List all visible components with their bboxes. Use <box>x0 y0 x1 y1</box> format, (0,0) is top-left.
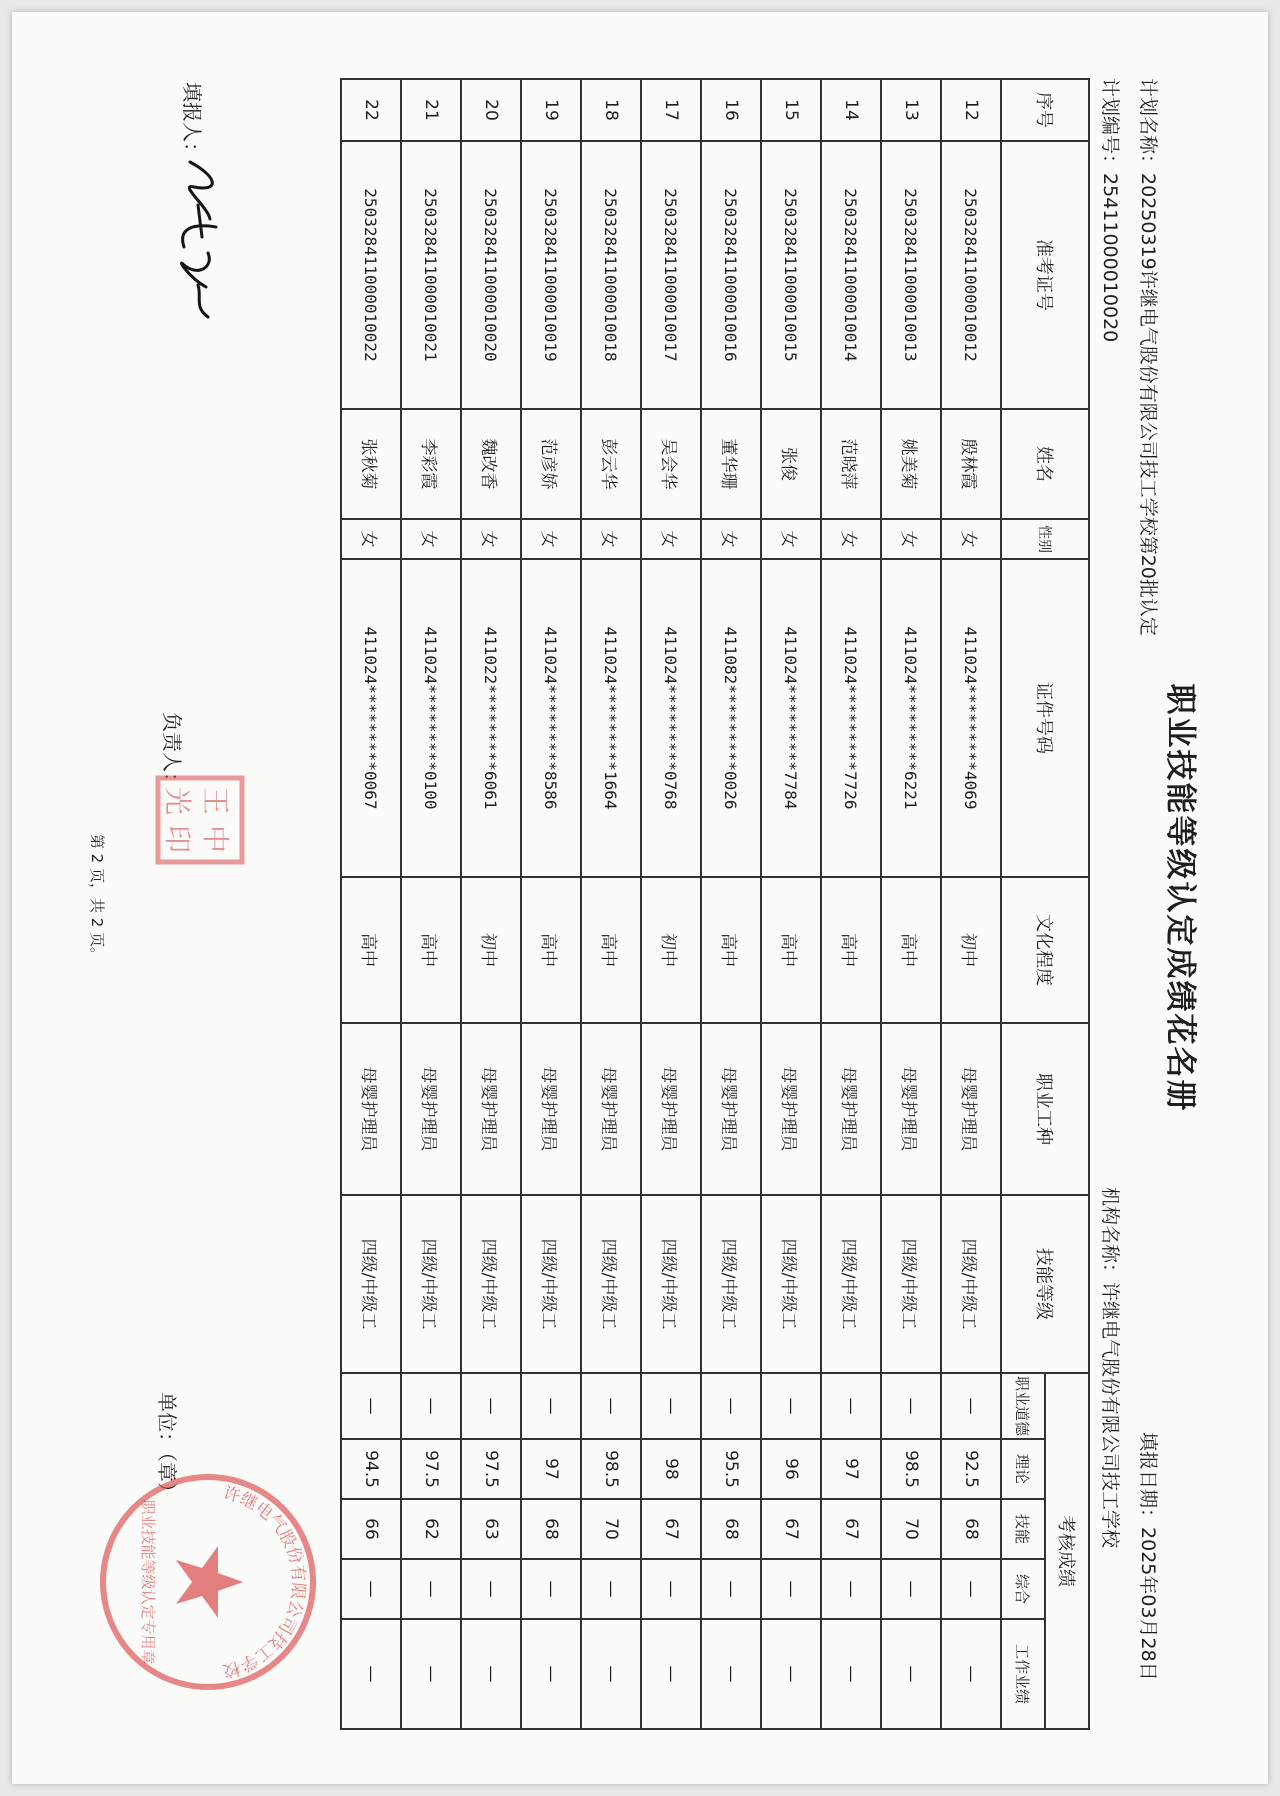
header-name: 姓名 <box>1001 409 1089 519</box>
cell-gender: 女 <box>641 519 701 559</box>
header-scores: 考核成绩 <box>1045 1373 1089 1729</box>
cell-ethics: — <box>821 1373 881 1439</box>
cell-skill-level: 四级/中级工 <box>461 1195 521 1373</box>
cell-gender: 女 <box>341 519 401 559</box>
cell-work: — <box>341 1619 401 1729</box>
svg-text:光: 光 <box>161 786 194 816</box>
cell-gender: 女 <box>761 519 821 559</box>
cell-skill-level: 四级/中级工 <box>341 1195 401 1373</box>
cell-occupation: 母婴护理员 <box>341 1023 401 1195</box>
cell-skill-level: 四级/中级工 <box>401 1195 461 1373</box>
cell-ethics: — <box>701 1373 761 1439</box>
table-row <box>821 79 881 1729</box>
cell-education: 高中 <box>881 877 941 1023</box>
table-row <box>761 79 821 1729</box>
table-row <box>401 79 461 1729</box>
header-seq: 序号 <box>1001 79 1089 141</box>
cell-name: 彭云华 <box>581 409 641 519</box>
cell-overall: — <box>581 1559 641 1619</box>
header-id-no: 证件号码 <box>1001 559 1089 877</box>
document-sheet <box>12 12 1268 1784</box>
cell-id-no: 411024*********0100 <box>401 559 461 877</box>
cell-name: 吴会华 <box>641 409 701 519</box>
table-row <box>461 79 521 1729</box>
cell-theory: 96 <box>761 1439 821 1499</box>
cell-name: 张俊 <box>761 409 821 519</box>
cell-exam-no: 250328411000010014 <box>821 141 881 409</box>
cell-occupation: 母婴护理员 <box>941 1023 1001 1195</box>
fill-date-value: 2025年03月28日 <box>1137 1527 1159 1681</box>
cell-seq: 16 <box>701 79 761 141</box>
svg-text:职业技能等级认定专用章: 职业技能等级认定专用章 <box>139 1499 157 1665</box>
cell-name: 董华珊 <box>701 409 761 519</box>
document-title: 职业技能等级认定成绩花名册 <box>1162 683 1198 1113</box>
cell-education: 高中 <box>821 877 881 1023</box>
table-row <box>881 79 941 1729</box>
cell-education: 高中 <box>701 877 761 1023</box>
cell-education: 高中 <box>341 877 401 1023</box>
cell-id-no: 411022*********6061 <box>461 559 521 877</box>
cell-overall: — <box>821 1559 881 1619</box>
cell-overall: — <box>401 1559 461 1619</box>
fill-date <box>1136 1432 1163 1681</box>
cell-overall: — <box>461 1559 521 1619</box>
cell-gender: 女 <box>941 519 1001 559</box>
cell-exam-no: 250328411000010015 <box>761 141 821 409</box>
cell-id-no: 411024*********0067 <box>341 559 401 877</box>
cell-overall: — <box>641 1559 701 1619</box>
cell-gender: 女 <box>701 519 761 559</box>
cell-exam-no: 250328411000010016 <box>701 141 761 409</box>
cell-education: 初中 <box>461 877 521 1023</box>
roster-body <box>341 79 1001 1729</box>
svg-text:许继电气股份有限公司技工学校: 许继电气股份有限公司技工学校 <box>220 1483 309 1681</box>
cell-skill: 67 <box>641 1499 701 1559</box>
svg-text:王: 王 <box>199 786 232 816</box>
score-roster-table <box>340 78 1090 1730</box>
cell-ethics: — <box>401 1373 461 1439</box>
cell-ethics: — <box>341 1373 401 1439</box>
cell-gender: 女 <box>461 519 521 559</box>
header-skill-level: 技能等级 <box>1001 1195 1089 1373</box>
rotated-page <box>12 12 1268 1784</box>
cell-seq: 20 <box>461 79 521 141</box>
cell-occupation: 母婴护理员 <box>521 1023 581 1195</box>
cell-seq: 19 <box>521 79 581 141</box>
header-exam-no: 准考证号 <box>1001 141 1089 409</box>
cell-occupation: 母婴护理员 <box>821 1023 881 1195</box>
cell-id-no: 411082*********0026 <box>701 559 761 877</box>
cell-skill: 70 <box>881 1499 941 1559</box>
cell-education: 高中 <box>401 877 461 1023</box>
cell-theory: 95.5 <box>701 1439 761 1499</box>
cell-overall: — <box>941 1559 1001 1619</box>
cell-theory: 97 <box>521 1439 581 1499</box>
cell-work: — <box>881 1619 941 1729</box>
cell-seq: 22 <box>341 79 401 141</box>
cell-theory: 92.5 <box>941 1439 1001 1499</box>
cell-name: 殷林霞 <box>941 409 1001 519</box>
cell-work: — <box>821 1619 881 1729</box>
header-skill: 技能 <box>1001 1499 1045 1559</box>
cell-ethics: — <box>761 1373 821 1439</box>
cell-occupation: 母婴护理员 <box>881 1023 941 1195</box>
cell-overall: — <box>881 1559 941 1619</box>
cell-theory: 98.5 <box>581 1439 641 1499</box>
cell-theory: 94.5 <box>341 1439 401 1499</box>
svg-text:印: 印 <box>161 824 194 854</box>
cell-gender: 女 <box>401 519 461 559</box>
cell-name: 范晓萍 <box>821 409 881 519</box>
cell-skill-level: 四级/中级工 <box>761 1195 821 1373</box>
cell-education: 初中 <box>641 877 701 1023</box>
page-number: 第 2 页，共 2 页。 <box>88 833 106 963</box>
official-seal <box>93 1467 323 1697</box>
org-name <box>1098 1187 1125 1548</box>
cell-education: 高中 <box>761 877 821 1023</box>
svg-text:中: 中 <box>199 824 232 854</box>
cell-ethics: — <box>521 1373 581 1439</box>
cell-name: 李彩霞 <box>401 409 461 519</box>
cell-skill: 62 <box>401 1499 461 1559</box>
plan-name <box>1136 78 1163 636</box>
plan-code <box>1098 78 1125 342</box>
table-row <box>641 79 701 1729</box>
cell-theory: 97.5 <box>401 1439 461 1499</box>
cell-overall: — <box>521 1559 581 1619</box>
cell-name: 姚美菊 <box>881 409 941 519</box>
cell-id-no: 411024*********6221 <box>881 559 941 877</box>
header-ethics: 职业道德 <box>1001 1373 1045 1439</box>
cell-work: — <box>941 1619 1001 1729</box>
plan-code-value: 25411000010020 <box>1099 173 1121 343</box>
header-theory: 理论 <box>1001 1439 1045 1499</box>
cell-skill-level: 四级/中级工 <box>701 1195 761 1373</box>
header-occupation: 职业工种 <box>1001 1023 1089 1195</box>
cell-theory: 97.5 <box>461 1439 521 1499</box>
cell-id-no: 411024*********0768 <box>641 559 701 877</box>
header-overall: 综合 <box>1001 1559 1045 1619</box>
cell-exam-no: 250328411000010021 <box>401 141 461 409</box>
cell-name: 魏改香 <box>461 409 521 519</box>
header-work: 工作业绩 <box>1001 1619 1045 1729</box>
cell-theory: 98 <box>641 1439 701 1499</box>
cell-gender: 女 <box>881 519 941 559</box>
cell-seq: 15 <box>761 79 821 141</box>
cell-overall: — <box>701 1559 761 1619</box>
cell-skill: 68 <box>701 1499 761 1559</box>
cell-work: — <box>521 1619 581 1729</box>
cell-gender: 女 <box>581 519 641 559</box>
chief-label: 负责人： <box>160 712 184 792</box>
org-name-value: 许继电气股份有限公司技工学校 <box>1099 1282 1121 1549</box>
cell-seq: 17 <box>641 79 701 141</box>
cell-occupation: 母婴护理员 <box>401 1023 461 1195</box>
cell-work: — <box>401 1619 461 1729</box>
cell-exam-no: 250328411000010018 <box>581 141 641 409</box>
cell-skill: 68 <box>941 1499 1001 1559</box>
cell-ethics: — <box>881 1373 941 1439</box>
cell-skill-level: 四级/中级工 <box>521 1195 581 1373</box>
cell-exam-no: 250328411000010012 <box>941 141 1001 409</box>
fill-date-label: 填报日期： <box>1137 1432 1159 1528</box>
handwritten-signature <box>168 157 228 327</box>
cell-name: 范彦娇 <box>521 409 581 519</box>
filler-label: 填报人： <box>180 82 204 162</box>
cell-ethics: — <box>941 1373 1001 1439</box>
cell-skill: 66 <box>341 1499 401 1559</box>
cell-skill-level: 四级/中级工 <box>821 1195 881 1373</box>
cell-gender: 女 <box>521 519 581 559</box>
cell-gender: 女 <box>821 519 881 559</box>
cell-exam-no: 250328411000010019 <box>521 141 581 409</box>
cell-exam-no: 250328411000010017 <box>641 141 701 409</box>
unit-label: 单位：（章） <box>155 1392 179 1502</box>
personal-seal <box>152 772 248 868</box>
cell-skill-level: 四级/中级工 <box>941 1195 1001 1373</box>
cell-skill: 63 <box>461 1499 521 1559</box>
plan-name-label: 计划名称： <box>1137 78 1159 174</box>
cell-skill-level: 四级/中级工 <box>641 1195 701 1373</box>
cell-ethics: — <box>461 1373 521 1439</box>
cell-work: — <box>761 1619 821 1729</box>
cell-id-no: 411024*********4069 <box>941 559 1001 877</box>
cell-skill-level: 四级/中级工 <box>881 1195 941 1373</box>
header-education: 文化程度 <box>1001 877 1089 1023</box>
cell-education: 初中 <box>941 877 1001 1023</box>
cell-ethics: — <box>581 1373 641 1439</box>
cell-occupation: 母婴护理员 <box>461 1023 521 1195</box>
cell-occupation: 母婴护理员 <box>581 1023 641 1195</box>
cell-theory: 97 <box>821 1439 881 1499</box>
table-row <box>521 79 581 1729</box>
cell-education: 高中 <box>581 877 641 1023</box>
cell-work: — <box>461 1619 521 1729</box>
cell-exam-no: 250328411000010013 <box>881 141 941 409</box>
cell-skill: 68 <box>521 1499 581 1559</box>
cell-id-no: 411024*********7726 <box>821 559 881 877</box>
plan-code-label: 计划编号： <box>1099 78 1121 174</box>
cell-exam-no: 250328411000010020 <box>461 141 521 409</box>
cell-occupation: 母婴护理员 <box>761 1023 821 1195</box>
cell-seq: 14 <box>821 79 881 141</box>
cell-seq: 13 <box>881 79 941 141</box>
cell-work: — <box>581 1619 641 1729</box>
table-row <box>701 79 761 1729</box>
cell-skill: 67 <box>761 1499 821 1559</box>
table-row <box>941 79 1001 1729</box>
cell-exam-no: 250328411000010022 <box>341 141 401 409</box>
cell-occupation: 母婴护理员 <box>641 1023 701 1195</box>
cell-name: 张秋菊 <box>341 409 401 519</box>
header-gender: 性别 <box>1001 519 1089 559</box>
cell-id-no: 411024*********1664 <box>581 559 641 877</box>
cell-occupation: 母婴护理员 <box>701 1023 761 1195</box>
cell-theory: 98.5 <box>881 1439 941 1499</box>
cell-id-no: 411024*********8586 <box>521 559 581 877</box>
cell-skill-level: 四级/中级工 <box>581 1195 641 1373</box>
cell-seq: 21 <box>401 79 461 141</box>
cell-overall: — <box>761 1559 821 1619</box>
cell-work: — <box>701 1619 761 1729</box>
cell-skill: 67 <box>821 1499 881 1559</box>
cell-ethics: — <box>641 1373 701 1439</box>
table-row <box>581 79 641 1729</box>
cell-id-no: 411024*********7784 <box>761 559 821 877</box>
cell-overall: — <box>341 1559 401 1619</box>
cell-seq: 12 <box>941 79 1001 141</box>
cell-education: 高中 <box>521 877 581 1023</box>
cell-seq: 18 <box>581 79 641 141</box>
org-name-label: 机构名称： <box>1099 1187 1121 1283</box>
cell-skill: 70 <box>581 1499 641 1559</box>
cell-work: — <box>641 1619 701 1729</box>
table-row <box>341 79 401 1729</box>
plan-name-value: 20250319许继电气股份有限公司技工学校第20批认定 <box>1137 173 1159 636</box>
